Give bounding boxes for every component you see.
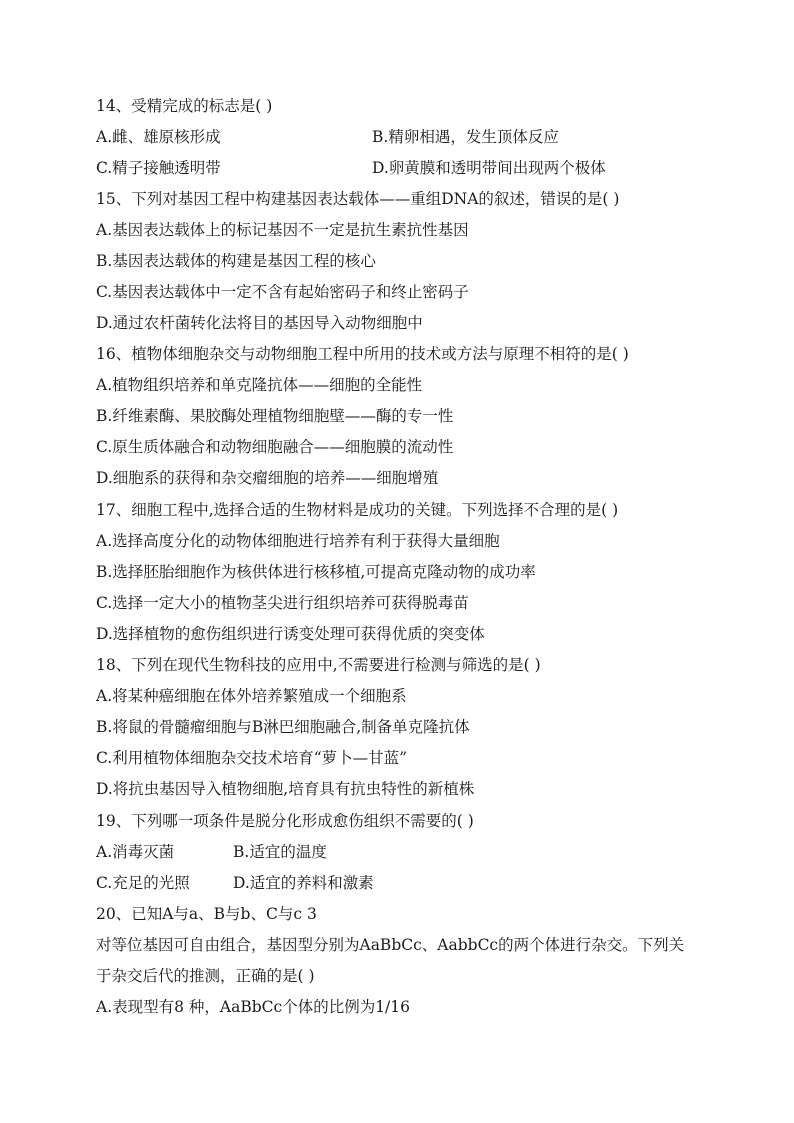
q17-stem: 17、细胞工程中,选择合适的生物材料是成功的关键。下列选择不合理的是( ) bbox=[96, 501, 619, 519]
q19-option-a: A.消毒灭菌 bbox=[96, 843, 175, 861]
q17-option-a: A.选择高度分化的动物体细胞进行培养有利于获得大量细胞 bbox=[96, 532, 500, 550]
q15-stem: 15、下列对基因工程中构建基因表达载体——重组DNA的叙述，错误的是( ) bbox=[96, 190, 620, 208]
q15-option-d: D.通过农杆菌转化法将目的基因导入动物细胞中 bbox=[96, 314, 423, 332]
q19-option-c: C.充足的光照 bbox=[96, 874, 190, 892]
q16-option-a: A.植物组织培养和单克隆抗体——细胞的全能性 bbox=[96, 376, 423, 394]
q18-option-c: C.利用植物体细胞杂交技术培育“萝卜—甘蓝” bbox=[96, 749, 408, 767]
q18-option-d: D.将抗虫基因导入植物细胞,培育具有抗虫特性的新植株 bbox=[96, 780, 475, 798]
q17-option-c: C.选择一定大小的植物茎尖进行组织培养可获得脱毒苗 bbox=[96, 594, 469, 612]
q18-stem: 18、下列在现代生物科技的应用中,不需要进行检测与筛选的是( ) bbox=[96, 656, 541, 674]
q19-option-b: B.适宜的温度 bbox=[233, 843, 327, 861]
q20-stem: 20、已知A与a、B与b、C与c 3 bbox=[96, 905, 317, 923]
q16-stem: 16、植物体细胞杂交与动物细胞工程中所用的技术或方法与原理不相符的是( ) bbox=[96, 345, 629, 363]
q19-stem: 19、下列哪一项条件是脱分化形成愈伤组织不需要的( ) bbox=[96, 812, 474, 830]
q18-option-b: B.将鼠的骨髓瘤细胞与B淋巴细胞融合,制备单克隆抗体 bbox=[96, 718, 470, 736]
q14-option-b: B.精卵相遇，发生顶体反应 bbox=[372, 128, 559, 146]
q17-option-b: B.选择胚胎细胞作为核供体进行核移植,可提高克隆动物的成功率 bbox=[96, 563, 536, 581]
q17-option-d: D.选择植物的愈伤组织进行诱变处理可获得优质的突变体 bbox=[96, 625, 485, 643]
q14-option-a: A.雌、雄原核形成 bbox=[96, 128, 221, 146]
q14-stem: 14、受精完成的标志是( ) bbox=[96, 97, 273, 115]
q15-option-b: B.基因表达载体的构建是基因工程的核心 bbox=[96, 252, 376, 270]
q16-option-d: D.细胞系的获得和杂交瘤细胞的培养——细胞增殖 bbox=[96, 469, 439, 487]
q14-option-c: C.精子接触透明带 bbox=[96, 159, 221, 177]
q20-stem-continued: 对等位基因可自由组合，基因型分别为AaBbCc、AabbCc的两个体进行杂交。下列关 bbox=[96, 936, 685, 954]
q16-option-c: C.原生质体融合和动物细胞融合——细胞膜的流动性 bbox=[96, 438, 454, 456]
q15-option-a: A.基因表达载体上的标记基因不一定是抗生素抗性基因 bbox=[96, 221, 469, 239]
q15-option-c: C.基因表达载体中一定不含有起始密码子和终止密码子 bbox=[96, 283, 469, 301]
q20-option-a: A.表现型有8 种，AaBbCc个体的比例为1/16 bbox=[96, 998, 411, 1016]
q18-option-a: A.将某种癌细胞在体外培养繁殖成一个细胞系 bbox=[96, 687, 407, 705]
q20-stem-end: 于杂交后代的推测，正确的是( ) bbox=[96, 967, 315, 985]
q14-option-d: D.卵黄膜和透明带间出现两个极体 bbox=[372, 159, 606, 177]
q19-option-d: D.适宜的养料和激素 bbox=[233, 874, 374, 892]
q16-option-b: B.纤维素酶、果胶酶处理植物细胞壁——酶的专一性 bbox=[96, 407, 454, 425]
